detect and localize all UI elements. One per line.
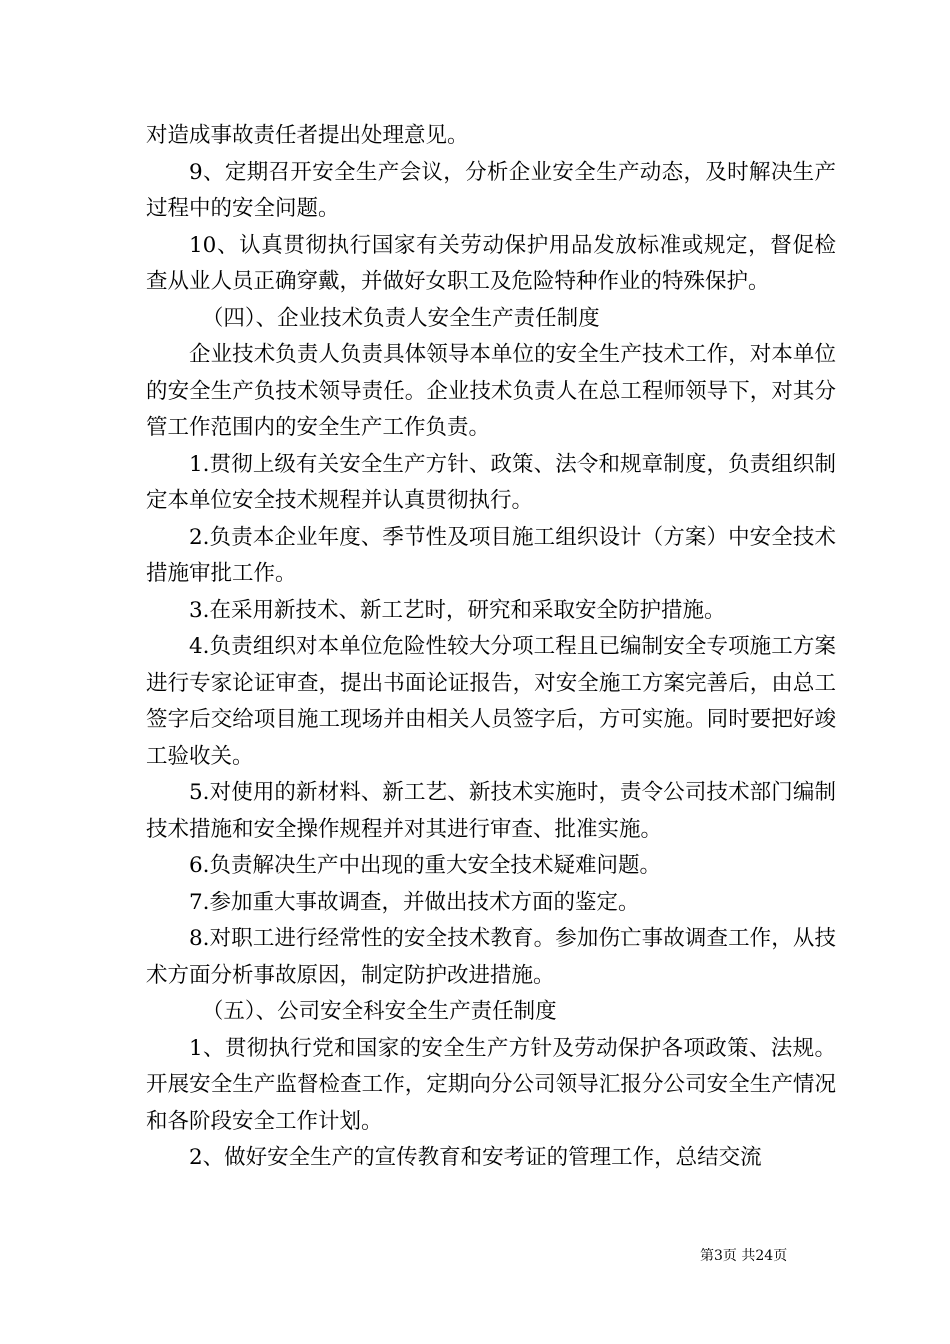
- paragraph-8: 3.在采用新技术、新工艺时，研究和采取安全防护措施。: [189, 597, 726, 623]
- paragraph-3: 10、认真贯彻执行国家有关劳动保护用品发放标准或规定，督促检查从业人员正确穿戴，并做好女职工及危险特种作业的特殊保护。: [146, 232, 836, 294]
- paragraph-7: 2.负责本企业年度、季节性及项目施工组织设计（方案）中安全技术措施审批工作。: [146, 524, 836, 586]
- paragraph-13: 8.对职工进行经常性的安全技术教育。参加伤亡事故调查工作，从技术方面分析事故原因，制定防护改进措施。: [146, 926, 836, 988]
- section-heading-4: （四）、企业技术负责人安全生产责任制度: [201, 305, 600, 331]
- paragraph-11: 6.负责解决生产中出现的重大安全技术疑难问题。: [189, 853, 662, 878]
- footer-prefix: 第: [700, 1248, 714, 1264]
- paragraph-6: 1.贯彻上级有关安全生产方针、政策、法令和规章制度，负责组织制定本单位安全技术规程并认真贯彻执行。: [146, 451, 836, 513]
- paragraph-2: 9、定期召开安全生产会议，分析企业安全生产动态，及时解决生产过程中的安全问题。: [146, 159, 836, 221]
- footer-suffix: 页: [773, 1248, 788, 1264]
- paragraph-5: 企业技术负责人负责具体领导本单位的安全生产技术工作，对本单位的安全生产负技术领导责任。企业技术负责人在总工程师领导下，对其分管工作范围内的安全生产工作负责。: [146, 342, 836, 440]
- page-number-footer: [700, 1245, 787, 1265]
- paragraph-15: 1、贯彻执行党和国家的安全生产方针及劳动保护各项政策、法规。开展安全生产监督检查工作，定期向分公司领导汇报分公司安全生产情况和各阶段安全工作计划。: [146, 1035, 836, 1134]
- footer-middle: 页 共: [722, 1248, 756, 1264]
- paragraph-9: 4.负责组织对本单位危险性较大分项工程且已编制安全专项施工方案进行专家论证审查，提出书面论证报告，对安全施工方案完善后，由总工签字后交给项目施工现场并由相关人员签字后，方可实施。同时要把好竣工验收关。: [146, 634, 836, 769]
- document-body: [146, 118, 836, 1177]
- section-heading-5: （五）、公司安全科安全生产责任制度: [201, 999, 557, 1024]
- footer-total-pages: 24: [755, 1248, 774, 1264]
- paragraph-16: 2、做好安全生产的宣传教育和安考证的管理工作，总结交流: [189, 1145, 762, 1170]
- paragraph-12: 7.参加重大事故调查，并做出技术方面的鉴定。: [189, 889, 640, 915]
- paragraph-10: 5.对使用的新材料、新工艺、新技术实施时，责令公司技术部门编制技术措施和安全操作规程并对其进行审查、批准实施。: [146, 780, 836, 842]
- footer-current-page: 3: [714, 1248, 723, 1264]
- paragraph-1: 对造成事故责任者提出处理意见。: [146, 123, 469, 148]
